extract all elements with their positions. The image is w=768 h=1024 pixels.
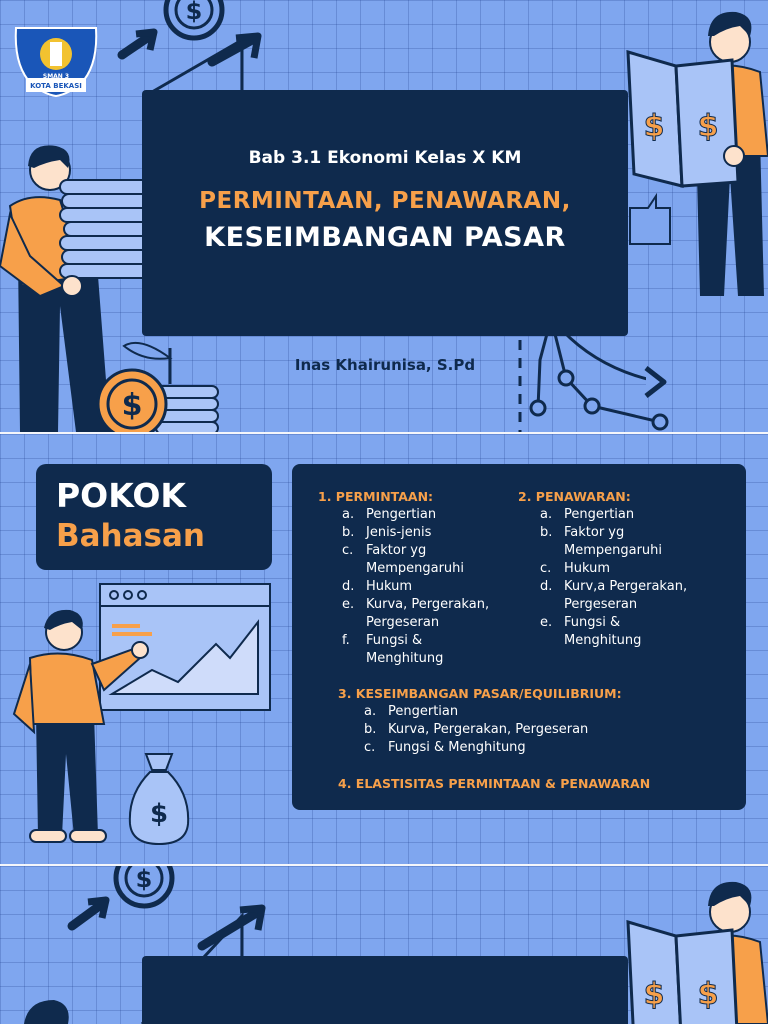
list-item-continued: Mempengaruhi	[366, 561, 465, 576]
title-line-2: KESEIMBANGAN PASAR	[204, 222, 566, 253]
money-bag-icon	[126, 750, 192, 846]
list-item: f. Fungsi &	[342, 633, 423, 648]
list-item: d. Hukum	[342, 579, 413, 594]
title-slide	[0, 0, 768, 432]
coin-stack-icon	[96, 368, 222, 432]
person-with-book-illustration	[620, 6, 768, 306]
list-item: c. Faktor yg	[342, 543, 427, 558]
list-item-continued: Mempengaruhi	[564, 543, 663, 558]
person-with-book-illustration	[620, 876, 768, 1024]
list-item: b. Jenis-jenis	[342, 525, 432, 540]
network-arrow-icon	[510, 330, 680, 432]
title-line-1: PERMINTAAN, PENAWARAN,	[199, 188, 571, 214]
section-title: 4. ELASTISITAS PERMINTAAN & PENAWARAN	[338, 776, 651, 791]
list-item: a. Pengertian	[364, 704, 459, 719]
list-item: b. Kurva, Pergerakan, Pergeseran	[364, 722, 589, 737]
list-item: d. Kurv,a Pergerakan,	[540, 579, 688, 594]
list-item-continued: Pergeseran	[564, 597, 638, 612]
svg-text:$: $	[135, 865, 153, 893]
logo-text-top: SMAN 3	[42, 73, 70, 80]
list-item: c. Fungsi & Menghitung	[364, 740, 526, 755]
speech-bubble-icon	[626, 192, 674, 248]
person-head-illustration	[10, 996, 80, 1024]
section-title: 3. KESEIMBANGAN PASAR/EQUILIBRIUM:	[338, 686, 622, 701]
school-logo-icon	[10, 22, 102, 98]
svg-text:$: $	[643, 977, 665, 1012]
title-card	[142, 956, 628, 1024]
section-title: 2. PENAWARAN:	[518, 489, 631, 504]
pokok-heading-line-1: POKOK	[56, 476, 186, 515]
list-item-continued: Menghitung	[564, 633, 642, 648]
author-name: Inas Khairunisa, S.Pd	[294, 356, 476, 374]
svg-text:$: $	[697, 109, 719, 144]
pokok-heading-line-2: Bahasan	[56, 518, 205, 554]
title-slide-repeat	[0, 866, 768, 1024]
svg-text:$: $	[185, 0, 203, 25]
list-item: a. Pengertian	[540, 507, 635, 522]
svg-text:$: $	[121, 388, 143, 423]
list-item: e. Fungsi &	[540, 615, 621, 630]
list-item: a. Pengertian	[342, 507, 437, 522]
dollar-coin-icon	[158, 0, 230, 44]
list-item: b. Faktor yg	[540, 525, 625, 540]
logo-text-bottom: KOTA BEKASI	[30, 82, 82, 90]
svg-text:$: $	[643, 109, 665, 144]
svg-text:$: $	[697, 977, 719, 1012]
list-item-continued: Menghitung	[366, 651, 444, 666]
list-item-continued: Pergeseran	[366, 615, 440, 630]
section-title: 1. PERMINTAAN:	[318, 489, 434, 504]
dollar-coin-icon	[108, 866, 180, 916]
svg-text:$: $	[149, 799, 169, 829]
list-item: e. Kurva, Pergerakan,	[342, 597, 490, 612]
list-item: c. Hukum	[540, 561, 611, 576]
chapter-subtitle: Bab 3.1 Ekonomi Kelas X KM	[248, 148, 522, 168]
